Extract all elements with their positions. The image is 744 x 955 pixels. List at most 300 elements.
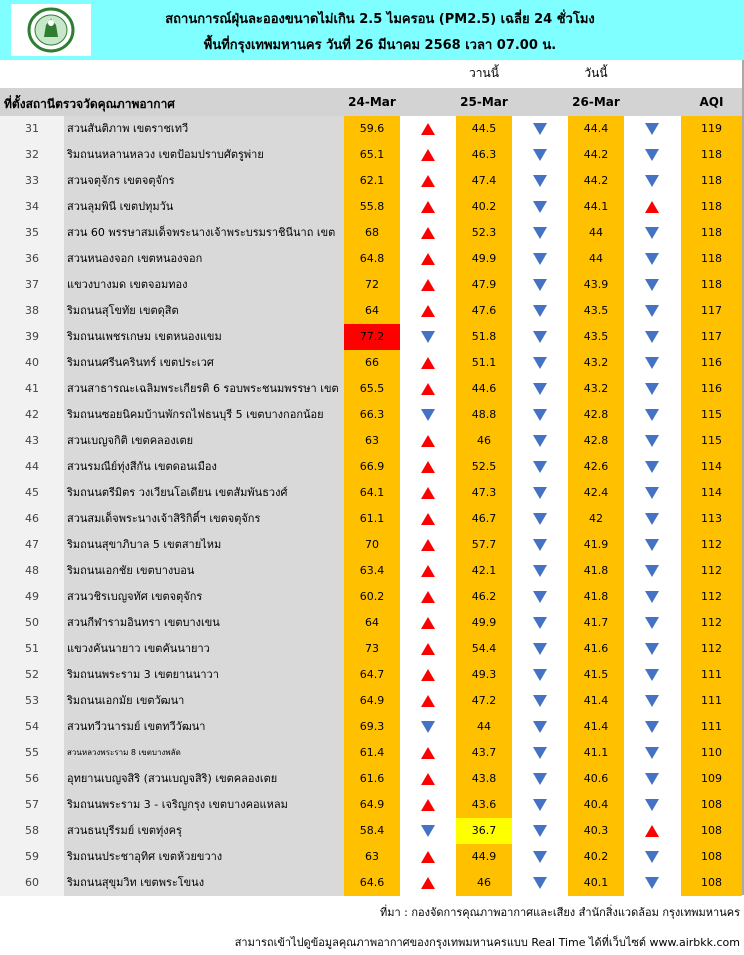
arrow-down-icon <box>512 740 568 766</box>
pm25-value: 63 <box>365 850 379 863</box>
arrow-down-icon <box>512 818 568 844</box>
arrow-down-icon <box>624 584 680 610</box>
aqi-value: 119 <box>701 122 722 135</box>
pm25-value: 42 <box>589 512 603 525</box>
table-row <box>0 428 742 454</box>
arrow-down-icon <box>624 246 680 272</box>
row-number: 53 <box>0 688 64 714</box>
arrow-down-icon <box>624 220 680 246</box>
pm25-value: 42.6 <box>583 460 609 473</box>
pm25-value: 47.3 <box>471 486 497 499</box>
arrow-down-icon <box>512 662 568 688</box>
station-name: สวนรมณีย์ทุ่งสีกัน เขตดอนเมือง <box>64 454 344 480</box>
aqi-value: 113 <box>701 512 722 525</box>
pm25-value: 44.4 <box>583 122 609 135</box>
table-row <box>0 142 742 168</box>
aqi-value: 111 <box>701 694 722 707</box>
arrow-down-icon <box>624 792 680 818</box>
arrow-up-icon <box>400 272 456 298</box>
pm25-value: 77.2 <box>344 324 400 350</box>
arrow-up-icon <box>400 532 456 558</box>
pm25-value: 62.1 <box>359 174 385 187</box>
arrow-up-icon <box>400 350 456 376</box>
pm25-value: 41.8 <box>583 564 609 577</box>
pm25-value: 64.8 <box>359 252 385 265</box>
arrow-down-icon <box>512 116 568 142</box>
station-name: สวนจตุจักร เขตจตุจักร <box>64 168 344 194</box>
station-name: ริมถนนพระราม 3 - เจริญกรุง เขตบางคอแหลม <box>64 792 344 818</box>
pm25-value: 48.8 <box>471 408 497 421</box>
table-row <box>0 298 742 324</box>
arrow-down-icon <box>512 688 568 714</box>
arrow-down-icon <box>512 428 568 454</box>
row-number: 43 <box>0 428 64 454</box>
row-number: 31 <box>0 116 64 142</box>
pm25-value: 42.8 <box>583 434 609 447</box>
arrow-down-icon <box>624 116 680 142</box>
arrow-down-icon <box>512 558 568 584</box>
table-row <box>0 844 742 870</box>
table-row <box>0 584 742 610</box>
pm25-value: 49.3 <box>471 668 497 681</box>
arrow-down-icon <box>624 688 680 714</box>
pm25-value: 41.9 <box>583 538 609 551</box>
arrow-up-icon <box>400 870 456 896</box>
station-name: สวนหลวงพระราม 8 เขตบางพลัด <box>64 740 344 766</box>
arrow-up-icon <box>400 740 456 766</box>
pm25-value: 68 <box>365 226 379 239</box>
table-row <box>0 350 742 376</box>
pm25-value: 43.9 <box>583 278 609 291</box>
row-number: 51 <box>0 636 64 662</box>
row-number: 33 <box>0 168 64 194</box>
arrow-down-icon <box>624 714 680 740</box>
arrow-up-icon <box>400 844 456 870</box>
table-row <box>0 870 742 896</box>
arrow-down-icon <box>624 376 680 402</box>
aqi-value: 118 <box>701 174 722 187</box>
pm25-value: 42.4 <box>583 486 609 499</box>
label-today: วันนี้ <box>584 66 608 80</box>
pm25-value: 44 <box>589 252 603 265</box>
pm25-value: 40.6 <box>583 772 609 785</box>
aqi-value: 108 <box>701 850 722 863</box>
station-name: ริมถนนประชาอุทิศ เขตห้วยขวาง <box>64 844 344 870</box>
pm25-value: 44.6 <box>471 382 497 395</box>
station-name: ริมถนนสุขาภิบาล 5 เขตสายไหม <box>64 532 344 558</box>
pm25-value: 66.3 <box>359 408 385 421</box>
pm25-value: 54.4 <box>471 642 497 655</box>
aqi-value: 118 <box>701 200 722 213</box>
aqi-value: 112 <box>701 616 722 629</box>
arrow-down-icon <box>512 402 568 428</box>
pm25-value: 41.7 <box>583 616 609 629</box>
aqi-value: 117 <box>701 330 722 343</box>
pm25-value: 46 <box>477 434 491 447</box>
column-26mar: 26-Mar <box>572 95 620 109</box>
row-number: 35 <box>0 220 64 246</box>
pm25-value: 64.9 <box>359 798 385 811</box>
pm25-value: 49.9 <box>471 616 497 629</box>
station-name: ริมถนนสุขุมวิท เขตพระโขนง <box>64 870 344 896</box>
aqi-value: 118 <box>701 252 722 265</box>
row-number: 50 <box>0 610 64 636</box>
pm25-value: 44.1 <box>583 200 609 213</box>
pm25-value: 66.9 <box>359 460 385 473</box>
arrow-down-icon <box>512 246 568 272</box>
row-number: 32 <box>0 142 64 168</box>
arrow-down-icon <box>624 870 680 896</box>
pm25-value: 42.1 <box>471 564 497 577</box>
pm25-value: 40.3 <box>583 824 609 837</box>
arrow-up-icon <box>400 662 456 688</box>
row-number: 36 <box>0 246 64 272</box>
pm25-value: 47.2 <box>471 694 497 707</box>
pm25-value: 43.5 <box>583 304 609 317</box>
website-note: สามารถเข้าไปดูข้อมูลคุณภาพอากาศของกรุงเทพมหานครแบบ Real Time ได้ที่เว็บไซต์ www.airbkk.com <box>234 936 740 949</box>
row-number: 38 <box>0 298 64 324</box>
pm25-value: 73 <box>365 642 379 655</box>
pm25-value: 40.4 <box>583 798 609 811</box>
station-name: สวน 60 พรรษาสมเด็จพระนางเจ้าพระบรมราชินีนาถ เขต <box>64 220 344 246</box>
row-number: 45 <box>0 480 64 506</box>
aqi-value: 115 <box>701 408 722 421</box>
aqi-value: 117 <box>701 304 722 317</box>
pm25-value: 46 <box>477 876 491 889</box>
station-name: สวนทวีวนารมย์ เขตทวีวัฒนา <box>64 714 344 740</box>
arrow-down-icon <box>512 844 568 870</box>
arrow-down-icon <box>624 168 680 194</box>
station-name: ริมถนนเพชรเกษม เขตหนองแขม <box>64 324 344 350</box>
arrow-down-icon <box>512 506 568 532</box>
bangkok-city-seal-icon <box>26 7 76 53</box>
arrow-down-icon <box>512 480 568 506</box>
arrow-up-icon <box>400 376 456 402</box>
arrow-down-icon <box>512 350 568 376</box>
table-row <box>0 324 742 350</box>
table-row <box>0 636 742 662</box>
report-header <box>0 0 744 60</box>
arrow-down-icon <box>624 402 680 428</box>
column-station: ที่ตั้งสถานีตรวจวัดคุณภาพอากาศ <box>4 97 175 111</box>
arrow-down-icon <box>624 142 680 168</box>
arrow-down-icon <box>624 454 680 480</box>
arrow-down-icon <box>512 324 568 350</box>
pm25-value: 58.4 <box>359 824 385 837</box>
arrow-down-icon <box>512 584 568 610</box>
table-row <box>0 168 742 194</box>
arrow-down-icon <box>624 480 680 506</box>
arrow-up-icon <box>400 454 456 480</box>
row-number: 34 <box>0 194 64 220</box>
table-row <box>0 116 742 142</box>
arrow-down-icon <box>400 818 456 844</box>
station-name: สวนหนองจอก เขตหนองจอก <box>64 246 344 272</box>
station-name: ริมถนนหลานหลวง เขตป้อมปราบศัตรูพ่าย <box>64 142 344 168</box>
arrow-up-icon <box>400 142 456 168</box>
station-name: สวนกีฬารามอินทรา เขตบางเขน <box>64 610 344 636</box>
table-row <box>0 246 742 272</box>
pm25-value: 40.2 <box>583 850 609 863</box>
aqi-value: 111 <box>701 668 722 681</box>
table-row <box>0 532 742 558</box>
pm25-value: 40.2 <box>471 200 497 213</box>
arrow-down-icon <box>512 142 568 168</box>
arrow-down-icon <box>512 454 568 480</box>
station-name: สวนสมเด็จพระนางเจ้าสิริกิติ์ฯ เขตจตุจักร <box>64 506 344 532</box>
arrow-down-icon <box>624 766 680 792</box>
pm25-value: 64 <box>365 616 379 629</box>
station-name: สวนธนบุรีรมย์ เขตทุ่งครุ <box>64 818 344 844</box>
pm25-value: 49.9 <box>471 252 497 265</box>
row-number: 42 <box>0 402 64 428</box>
aqi-value: 110 <box>701 746 722 759</box>
arrow-up-icon <box>400 636 456 662</box>
table-row <box>0 402 742 428</box>
table-row <box>0 818 742 844</box>
pm25-value: 61.4 <box>359 746 385 759</box>
arrow-up-icon <box>400 792 456 818</box>
table-row <box>0 220 742 246</box>
pm25-value: 44.9 <box>471 850 497 863</box>
station-name: ริมถนนพระราม 3 เขตยานนาวา <box>64 662 344 688</box>
pm25-value: 55.8 <box>359 200 385 213</box>
arrow-down-icon <box>624 662 680 688</box>
station-name: ริมถนนเอกมัย เขตวัฒนา <box>64 688 344 714</box>
station-name: ริมถนนตรีมิตร วงเวียนโอเดียน เขตสัมพันธวงศ์ <box>64 480 344 506</box>
arrow-down-icon <box>624 636 680 662</box>
table-row <box>0 766 742 792</box>
arrow-up-icon <box>400 168 456 194</box>
arrow-down-icon <box>512 220 568 246</box>
column-25mar: 25-Mar <box>460 95 508 109</box>
label-yesterday: วานนี้ <box>469 66 499 80</box>
table-row <box>0 376 742 402</box>
table-row <box>0 662 742 688</box>
aqi-value: 114 <box>701 486 722 499</box>
source-note: ที่มา : กองจัดการคุณภาพอากาศและเสียง สำนักสิ่งแวดล้อม กรุงเทพมหานคร <box>379 906 740 919</box>
pm25-value: 47.4 <box>471 174 497 187</box>
pm25-value: 46.3 <box>471 148 497 161</box>
column-header-row <box>0 88 742 116</box>
row-number: 60 <box>0 870 64 896</box>
table-row <box>0 454 742 480</box>
station-name: แขวงคันนายาว เขตคันนายาว <box>64 636 344 662</box>
arrow-down-icon <box>512 168 568 194</box>
pm25-value: 47.9 <box>471 278 497 291</box>
arrow-down-icon <box>512 376 568 402</box>
arrow-down-icon <box>624 324 680 350</box>
row-number: 37 <box>0 272 64 298</box>
pm25-value: 43.7 <box>471 746 497 759</box>
row-number: 40 <box>0 350 64 376</box>
arrow-up-icon <box>400 246 456 272</box>
pm25-value: 63.4 <box>359 564 385 577</box>
aqi-value: 112 <box>701 590 722 603</box>
aqi-value: 112 <box>701 564 722 577</box>
pm25-value: 64 <box>365 304 379 317</box>
pm25-value: 43.2 <box>583 382 609 395</box>
row-number: 48 <box>0 558 64 584</box>
pm25-value: 52.3 <box>471 226 497 239</box>
arrow-down-icon <box>512 714 568 740</box>
table-row <box>0 714 742 740</box>
pm25-value: 41.8 <box>583 590 609 603</box>
pm25-value: 61.1 <box>359 512 385 525</box>
station-name: ริมถนนเอกชัย เขตบางบอน <box>64 558 344 584</box>
aqi-value: 108 <box>701 824 722 837</box>
table-row <box>0 740 742 766</box>
station-name: ริมถนนศรีนครินทร์ เขตประเวศ <box>64 350 344 376</box>
pm25-value: 64.9 <box>359 694 385 707</box>
arrow-up-icon <box>624 194 680 220</box>
arrow-up-icon <box>624 818 680 844</box>
pm25-value: 44.2 <box>583 148 609 161</box>
pm25-value: 69.3 <box>359 720 385 733</box>
pm25-value: 52.5 <box>471 460 497 473</box>
pm25-value: 64.7 <box>359 668 385 681</box>
aqi-value: 116 <box>701 356 722 369</box>
arrow-down-icon <box>400 324 456 350</box>
table-row <box>0 792 742 818</box>
aqi-value: 108 <box>701 798 722 811</box>
aqi-value: 118 <box>701 148 722 161</box>
arrow-down-icon <box>624 558 680 584</box>
report-title: สถานการณ์ฝุ่นละอองขนาดไม่เกิน 2.5 ไมครอน (PM2.5) เฉลี่ย 24 ชั่วโมง <box>165 12 595 27</box>
aqi-value: 115 <box>701 434 722 447</box>
arrow-down-icon <box>624 298 680 324</box>
pm25-value: 60.2 <box>359 590 385 603</box>
station-name: ริมถนนซอยนิคมบ้านพักรถไฟธนบุรี 5 เขตบางกอกน้อย <box>64 402 344 428</box>
pm25-value: 57.7 <box>471 538 497 551</box>
arrow-down-icon <box>512 610 568 636</box>
pm25-value: 36.7 <box>456 818 512 844</box>
pm25-value: 43.2 <box>583 356 609 369</box>
aqi-value: 112 <box>701 642 722 655</box>
pm25-value: 65.5 <box>359 382 385 395</box>
row-number: 49 <box>0 584 64 610</box>
arrow-up-icon <box>400 610 456 636</box>
table-row <box>0 610 742 636</box>
arrow-up-icon <box>400 480 456 506</box>
row-number: 52 <box>0 662 64 688</box>
aqi-value: 108 <box>701 876 722 889</box>
pm25-value: 47.6 <box>471 304 497 317</box>
table-row <box>0 506 742 532</box>
aqi-value: 118 <box>701 226 722 239</box>
station-name: สวนสาธารณะเฉลิมพระเกียรติ 6 รอบพระชนมพรรษา เขต <box>64 376 344 402</box>
report-subtitle: พื้นที่กรุงเทพมหานคร วันที่ 26 มีนาคม 2568 เวลา 07.00 น. <box>203 38 557 53</box>
pm25-value: 65.1 <box>359 148 385 161</box>
pm25-value: 70 <box>365 538 379 551</box>
row-number: 39 <box>0 324 64 350</box>
arrow-down-icon <box>400 714 456 740</box>
aqi-value: 111 <box>701 720 722 733</box>
pm25-value: 61.6 <box>359 772 385 785</box>
pm25-value: 66 <box>365 356 379 369</box>
pm25-value: 43.5 <box>583 330 609 343</box>
pm25-value: 44 <box>589 226 603 239</box>
pm25-value: 72 <box>365 278 379 291</box>
arrow-down-icon <box>512 636 568 662</box>
arrow-down-icon <box>624 610 680 636</box>
column-aqi: AQI <box>699 95 724 109</box>
row-number: 58 <box>0 818 64 844</box>
table-row <box>0 194 742 220</box>
arrow-up-icon <box>400 584 456 610</box>
pm25-value: 64.6 <box>359 876 385 889</box>
arrow-down-icon <box>512 766 568 792</box>
logo <box>11 4 91 56</box>
aqi-value: 118 <box>701 278 722 291</box>
arrow-up-icon <box>400 558 456 584</box>
arrow-up-icon <box>400 506 456 532</box>
arrow-down-icon <box>624 272 680 298</box>
arrow-down-icon <box>512 194 568 220</box>
pm25-value: 43.6 <box>471 798 497 811</box>
row-number: 47 <box>0 532 64 558</box>
arrow-up-icon <box>400 298 456 324</box>
pm25-value: 46.2 <box>471 590 497 603</box>
pm25-value: 51.1 <box>471 356 497 369</box>
arrow-down-icon <box>512 792 568 818</box>
station-name: อุทยานเบญจสิริ (สวนเบญจสิริ) เขตคลองเตย <box>64 766 344 792</box>
row-number: 57 <box>0 792 64 818</box>
arrow-up-icon <box>400 428 456 454</box>
aqi-value: 112 <box>701 538 722 551</box>
arrow-down-icon <box>512 532 568 558</box>
pm25-value: 63 <box>365 434 379 447</box>
table-row <box>0 480 742 506</box>
arrow-up-icon <box>400 766 456 792</box>
arrow-down-icon <box>512 870 568 896</box>
pm25-value: 41.4 <box>583 694 609 707</box>
station-name: แขวงบางมด เขตจอมทอง <box>64 272 344 298</box>
pm25-value: 40.1 <box>583 876 609 889</box>
row-number: 59 <box>0 844 64 870</box>
table-row <box>0 558 742 584</box>
arrow-up-icon <box>400 194 456 220</box>
row-number: 54 <box>0 714 64 740</box>
pm25-value: 44 <box>477 720 491 733</box>
pm25-value: 41.5 <box>583 668 609 681</box>
arrow-down-icon <box>624 428 680 454</box>
row-number: 44 <box>0 454 64 480</box>
station-name: สวนวชิรเบญจทัศ เขตจตุจักร <box>64 584 344 610</box>
arrow-down-icon <box>624 844 680 870</box>
pm25-value: 41.6 <box>583 642 609 655</box>
station-name: สวนลุมพินี เขตปทุมวัน <box>64 194 344 220</box>
pm25-value: 41.4 <box>583 720 609 733</box>
arrow-down-icon <box>512 272 568 298</box>
arrow-down-icon <box>624 740 680 766</box>
station-name: ริมถนนสุโขทัย เขตดุสิต <box>64 298 344 324</box>
pm25-value: 44.2 <box>583 174 609 187</box>
station-name: สวนสันติภาพ เขตราชเทวี <box>64 116 344 142</box>
aqi-value: 114 <box>701 460 722 473</box>
pm25-value: 44.5 <box>471 122 497 135</box>
pm25-value: 51.8 <box>471 330 497 343</box>
pm25-value: 42.8 <box>583 408 609 421</box>
arrow-up-icon <box>400 116 456 142</box>
column-24mar: 24-Mar <box>348 95 396 109</box>
arrow-down-icon <box>624 532 680 558</box>
pm25-value: 41.1 <box>583 746 609 759</box>
arrow-down-icon <box>512 298 568 324</box>
table-row <box>0 272 742 298</box>
pm25-value: 46.7 <box>471 512 497 525</box>
pm25-value: 64.1 <box>359 486 385 499</box>
